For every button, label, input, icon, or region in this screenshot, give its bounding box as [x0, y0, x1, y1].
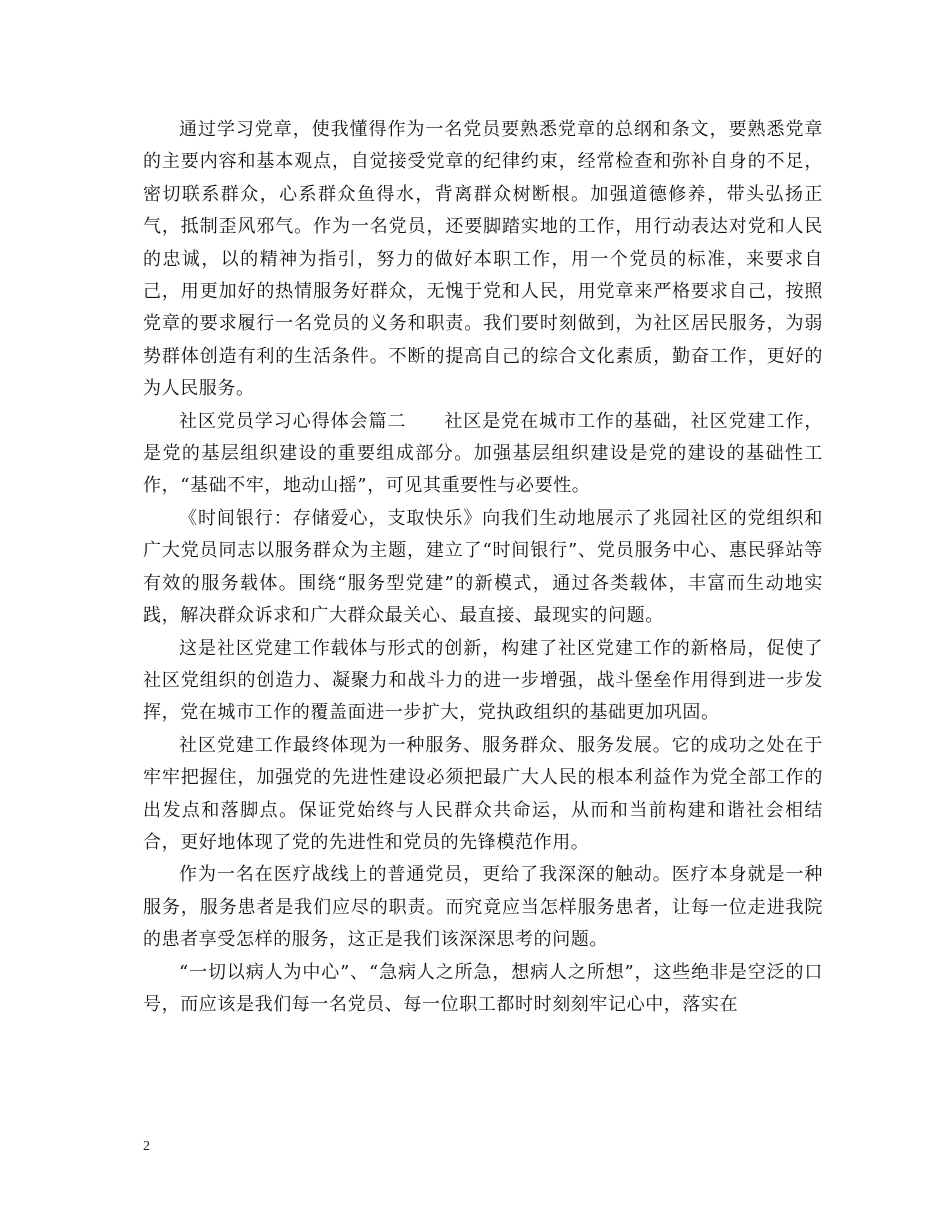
paragraph-4: 这是社区党建工作载体与形式的创新，构建了社区党建工作的新格局，促使了社区党组织的创造力、凝聚力和战斗力的进一步增强，战斗堡垒作用得到进一步发挥，党在城市工作的覆盖面进一步扩大，党执政组织的基础更加巩固。 — [143, 637, 823, 724]
paragraph-3: 《时间银行：存储爱心，支取快乐》向我们生动地展示了兆园社区的党组织和广大党员同志以服务群众为主题，建立了“时间银行”、党员服务中心、惠民驿站等有效的服务载体。围绕“服务型党建”的新模式，通过各类载体，丰富而生动地实践，解决群众诉求和广大群众最关心、最直接、最现实的问题。 — [143, 507, 823, 627]
paragraph-1: 通过学习党章，使我懂得作为一名党员要熟悉党章的总纲和条文，要熟悉党章的主要内容和基本观点，自觉接受党章的纪律约束，经常检查和弥补自身的不足，密切联系群众，心系群众鱼得水，背离群众树断根。加强道德修养，带头弘扬正气，抵制歪风邪气。作为一名党员，还要脚踏实地的工作，用行动表达对党和人民的忠诚，以的精神为指引，努力的做好本职工作，用一个党员的标准，来要求自己，用更加好的热情服务好群众，无愧于党和人民，用党章来严格要求自己，按照党章的要求履行一名党员的义务和职责。我们要时刻做到，为社区居民服务，为弱势群体创造有利的生活条件。不断的提高自己的综合文化素质，勤奋工作，更好的为人民服务。 — [143, 119, 823, 400]
paragraph-7: “一切以病人为中心”、“急病人之所急，想病人之所想”，这些绝非是空泛的口号，而应该是我们每一名党员、每一位职工都时时刻刻牢记心中，落实在 — [143, 961, 823, 1015]
document-body — [143, 114, 823, 1021]
paragraph-6: 作为一名在医疗战线上的普通党员，更给了我深深的触动。医疗本身就是一种服务，服务患者是我们应尽的职责。而究竟应当怎样服务患者，让每一位走进我院的患者享受怎样的服务，这正是我们该深深思考的问题。 — [143, 864, 823, 951]
page-number: 2 — [143, 1139, 150, 1154]
paragraph-2: 社区党员学习心得体会篇二 社区是党在城市工作的基础，社区党建工作，是党的基层组织建设的重要组成部分。加强基层组织建设是党的建设的基础性工作，“基础不牢，地动山摇”，可见其重要性与必要性。 — [143, 410, 823, 497]
paragraph-5: 社区党建工作最终体现为一种服务、服务群众、服务发展。它的成功之处在于牢牢把握住，加强党的先进性建设必须把最广大人民的根本利益作为党全部工作的出发点和落脚点。保证党始终与人民群众共命运，从而和当前构建和谐社会相结合，更好地体现了党的先进性和党员的先锋模范作用。 — [143, 734, 823, 853]
